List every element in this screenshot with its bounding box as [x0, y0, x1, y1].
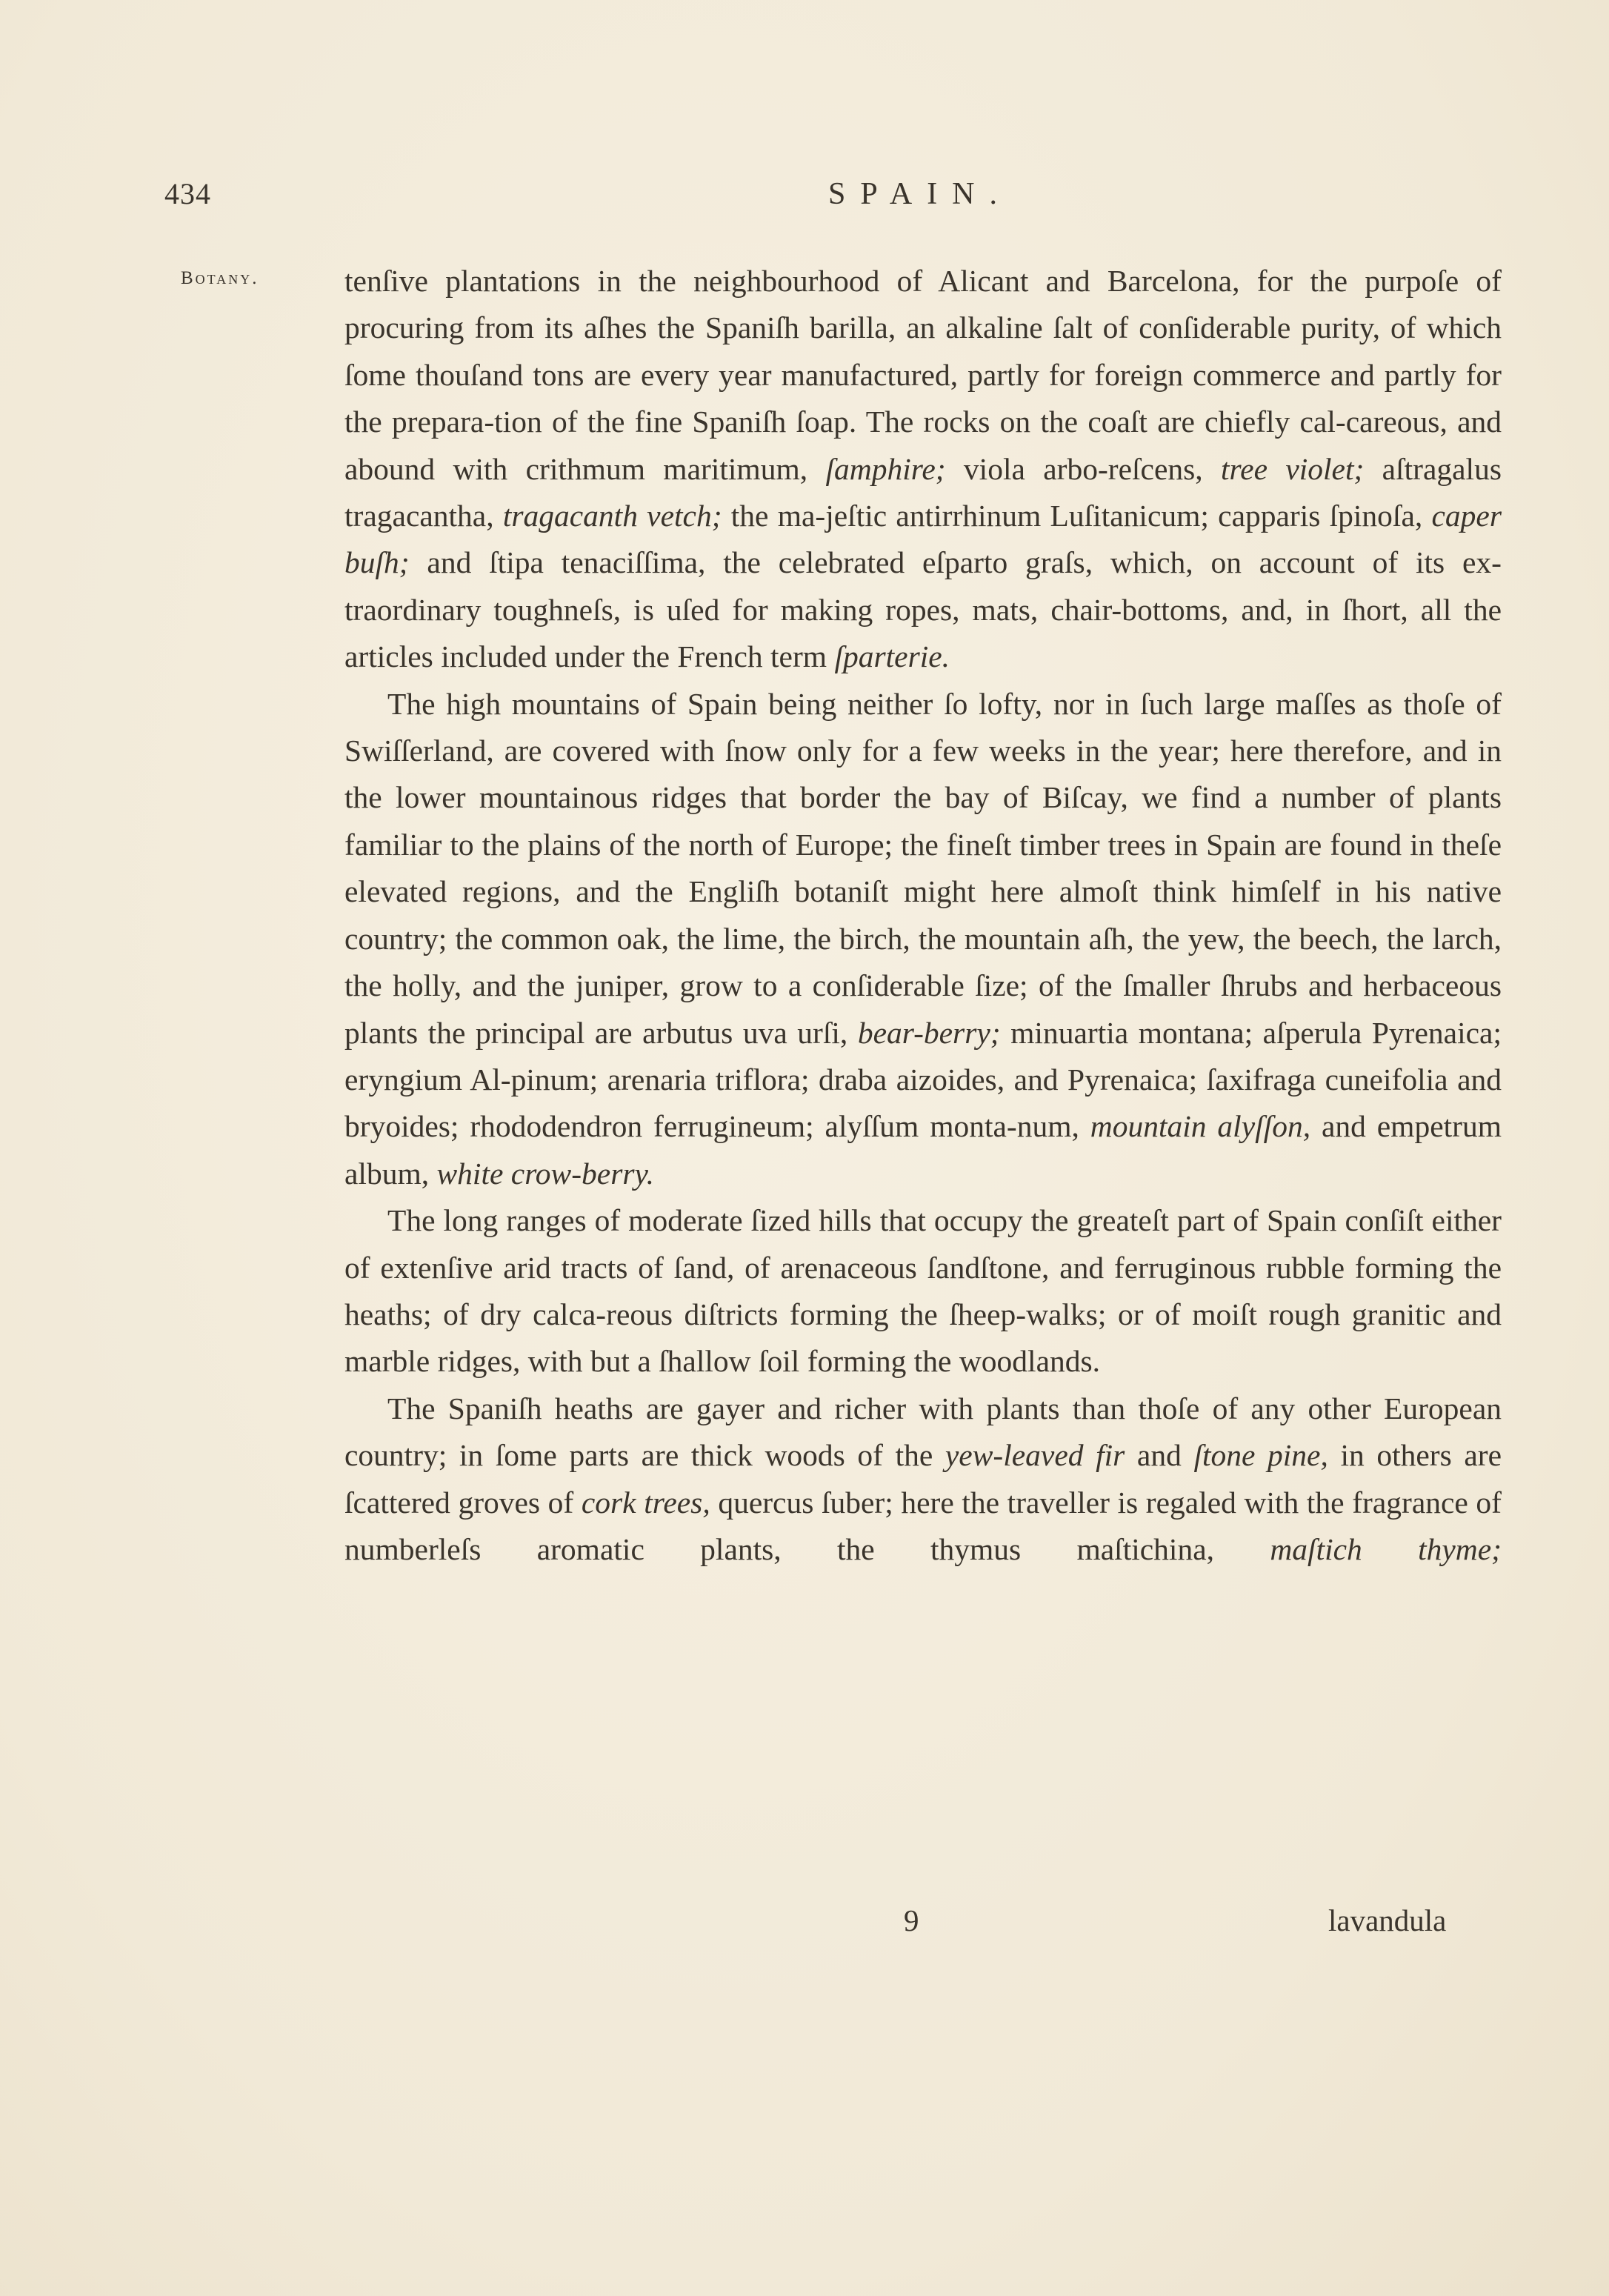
text-run: and empetrum album,	[344, 1109, 1502, 1191]
italic-text-run: caper buſh;	[344, 499, 1502, 580]
text-run: viola arbo-reſcens,	[945, 451, 1222, 486]
italic-text-run: bear-berry;	[857, 1015, 1001, 1050]
body-text	[344, 258, 1502, 1573]
paragraph	[344, 1385, 1502, 1574]
italic-text-run: ſtone pine,	[1193, 1438, 1328, 1473]
text-run: The long ranges of moderate ſized hills that occupy the greateſt part of Spain conſiſt either of extenſive arid tracts of ſand, of arenaceous ſandſtone, and ferruginous rubble forming the heaths; of dry calca-reous diſtricts forming the ſheep-walks; or of moiſt rough granitic and marble ridges, with but a ſhallow ſoil forming the woodlands.	[344, 1203, 1502, 1379]
page-number: 434	[164, 177, 211, 210]
text-run: The high mountains of Spain being neither ſo lofty, nor in ſuch large maſſes as thoſe of Swiſſerland, are covered with ſnow only for a few weeks in the year; here therefore, and in the lower mountainous ridges that border the bay of Biſcay, we find a number of plants familiar to the plains of the north of Europe; the fineſt timber trees in Spain are found in theſe elevated regions, and the Engliſh botaniſt might here almoſt think himſelf in his native country; the common oak, the lime, the birch, the mountain aſh, the yew, the beech, the larch, the holly, and the juniper, grow to a conſiderable ſize; of the ſmaller ſhrubs and herbaceous plants the principal are arbutus uva urſi,	[344, 686, 1502, 1050]
signature-mark: 9	[904, 1903, 919, 1937]
margin-note: Botany.	[181, 268, 259, 288]
paragraph	[344, 681, 1502, 1197]
italic-text-run: ſamphire;	[825, 451, 946, 486]
italic-text-run: mountain alyſſon,	[1090, 1109, 1311, 1144]
text-run: tenſive plantations in the neighbourhood of Alicant and Barcelona, for the purpoſe of procuring from its aſhes the Spaniſh barilla, an alkaline ſalt of conſiderable purity, of which ſome thouſand tons are every year manufactured, partly for foreign commerce and partly for the prepara-tion of the fine Spaniſh ſoap. The rocks on the coaſt are chiefly cal-careous, and abound with crithmum maritimum,	[344, 264, 1502, 486]
italic-text-run: ſparterie.	[834, 639, 950, 674]
page-footer	[0, 1903, 1609, 1947]
text-run: quercus ſuber; here the traveller is regaled with the fragrance of numberleſs aromatic plants, the thymus maſtichina,	[344, 1485, 1502, 1566]
italic-text-run: cork trees,	[581, 1485, 710, 1520]
text-run: aſtragalus tragacantha,	[344, 451, 1502, 533]
page-header	[0, 176, 1609, 228]
text-run: and ſtipa tenaciſſima, the celebrated eſparto graſs, which, on account of its ex-traordinary toughneſs, is uſed for making ropes, mats, chair-bottoms, and, in ſhort, all the articles included under the French term	[344, 545, 1502, 674]
running-head: SPAIN.	[828, 177, 1013, 211]
paragraph	[344, 258, 1502, 681]
italic-text-run: tree violet;	[1221, 451, 1365, 486]
italic-text-run: white crow-berry.	[436, 1156, 655, 1191]
text-run: minuartia montana; aſperula Pyrenaica; eryngium Al-pinum; arenaria triflora; draba aizoides, and Pyrenaica; ſaxifraga cuneifolia and bryoides; rhododendron ferrugineum; alyſſum monta-num,	[344, 1015, 1502, 1144]
text-run: in others are ſcattered groves of	[344, 1438, 1502, 1520]
italic-text-run: tragacanth vetch;	[502, 499, 722, 533]
paragraph	[344, 1197, 1502, 1385]
italic-text-run: yew-leaved fir	[945, 1438, 1125, 1473]
catchword: lavandula	[1328, 1903, 1447, 1937]
text-run: and	[1125, 1438, 1194, 1473]
text-run: The Spaniſh heaths are gayer and richer with plants than thoſe of any other European country; in ſome parts are thick woods of the	[344, 1391, 1502, 1473]
text-run: the ma-jeſtic antirrhinum Luſitanicum; capparis ſpinoſa,	[722, 499, 1432, 533]
italic-text-run: maſtich thyme;	[1270, 1531, 1502, 1566]
